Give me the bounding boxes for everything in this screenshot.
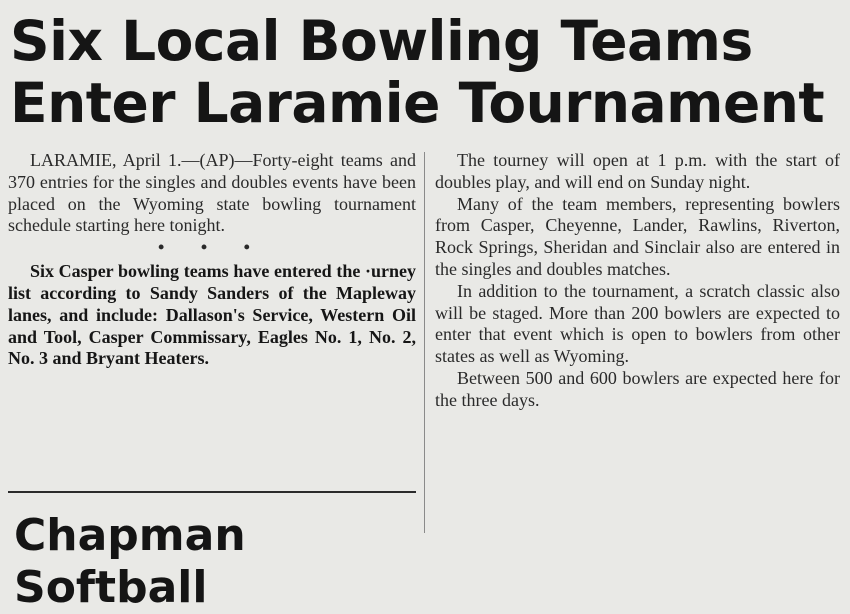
left-column xyxy=(8,150,416,370)
section-separator: • • • xyxy=(158,237,266,258)
next-article-headline-fragment xyxy=(14,510,414,613)
attendance-paragraph: Between 500 and 600 bowlers are expected here for the three days. xyxy=(435,367,840,410)
schedule-paragraph: The tourney will open at 1 p.m. with the start of doubles play, and will end on Sunday night. xyxy=(435,150,840,192)
dateline-paragraph: LARAMIE, April 1.—(AP)—Forty-eight teams and 370 entries for the singles and doubles events have been placed on the Wyoming state bowling tournament schedule starting here tonight. xyxy=(8,150,416,236)
column-divider xyxy=(424,152,425,533)
article-end-rule xyxy=(8,491,416,493)
next-headline-text: Chapman Softball xyxy=(14,510,246,613)
article-headline: Six Local Bowling Teams Enter Laramie Tournament xyxy=(10,9,825,135)
team-members-paragraph: Many of the team members, representing bowlers from Casper, Cheyenne, Lander, Rawlins, Riverton, Rock Springs, Sheridan and Sinclair also are entered in the singles and doubles matches. xyxy=(435,193,840,279)
casper-teams-paragraph: Six Casper bowling teams have entered the ·urney list according to Sandy Sanders of the Mapleway lanes, and include: Dallason's Service, Western Oil and Tool, Casper Commissary, Eagles No. 1, No. 2, No. 3 and Bryant Heaters. xyxy=(8,261,416,369)
scratch-classic-paragraph: In addition to the tournament, a scratch classic also will be staged. More than 200 bowlers are expected to enter that event which is open to bowlers from other states as well as Wyoming. xyxy=(435,280,840,367)
right-column xyxy=(435,150,840,412)
